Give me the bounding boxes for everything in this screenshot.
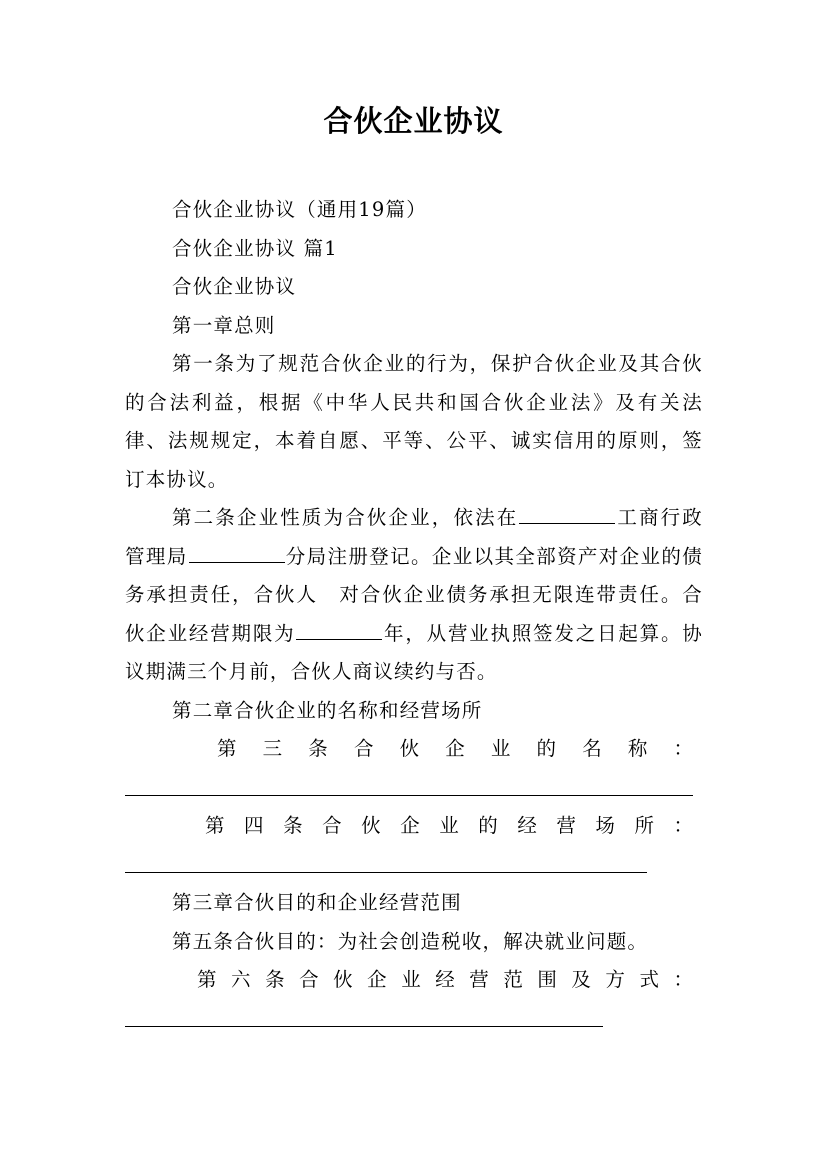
article-2-part-2: 工商行政管理局 xyxy=(125,506,703,568)
subtitle-line: 合伙企业协议（通用19篇） xyxy=(172,198,427,221)
article-6: 第 六 条 合 伙 企 业 经 营 范 围 及 方 式 ： xyxy=(197,968,693,991)
fill-in-blank xyxy=(296,617,382,640)
document-title: 合伙企业协议 xyxy=(323,104,504,138)
chapter-heading-1: 第一章总则 xyxy=(172,313,276,337)
chapter-heading-3: 第三章合伙目的和企业经营范围 xyxy=(172,891,462,914)
article-2-part-3: 分局注册登记。企业以其全部资产对企业的债务承担责任，合伙人 对合伙企业债务承担无限连带责任。合伙企业经营期限为 xyxy=(125,544,703,645)
article-5: 第五条合伙目的：为社会创造税收，解决就业问题。 xyxy=(172,929,649,953)
article-3-fill-line xyxy=(125,769,703,808)
article-6-fill-line xyxy=(125,1000,703,1039)
article-4-fill-line xyxy=(125,846,703,885)
article-2 xyxy=(125,499,703,692)
fill-in-blank xyxy=(125,872,647,873)
article-2-part-4: 年，从营业执照签发之日起算。协议期满三个月前，合伙人商议续约与否。 xyxy=(125,621,703,683)
chapter-heading-2: 第二章合伙企业的名称和经营场所 xyxy=(172,698,483,722)
article-4: 第 四 条 合 伙 企 业 的 经 营 场 所 ： xyxy=(205,814,693,837)
fill-in-blank xyxy=(519,501,615,524)
article-3: 第 三 条 合 伙 企 业 的 名 称 ： xyxy=(217,737,693,760)
fill-in-blank xyxy=(125,795,693,796)
article-2-part-1: 第二条企业性质为合伙企业，依法在 xyxy=(172,506,519,529)
document-body xyxy=(125,191,703,1038)
agreement-heading: 合伙企业协议 xyxy=(172,275,297,298)
fill-in-blank xyxy=(189,540,285,563)
article-1: 第一条为了规范合伙企业的行为，保护合伙企业及其合伙的合法利益，根据《中华人民共和国合伙企业法》及有关法律、法规规定，本着自愿、平等、公平、诚实信用的原则，签订本协议。 xyxy=(125,352,703,491)
fill-in-blank xyxy=(125,1026,603,1027)
section-heading: 合伙企业协议 篇1 xyxy=(172,236,338,260)
